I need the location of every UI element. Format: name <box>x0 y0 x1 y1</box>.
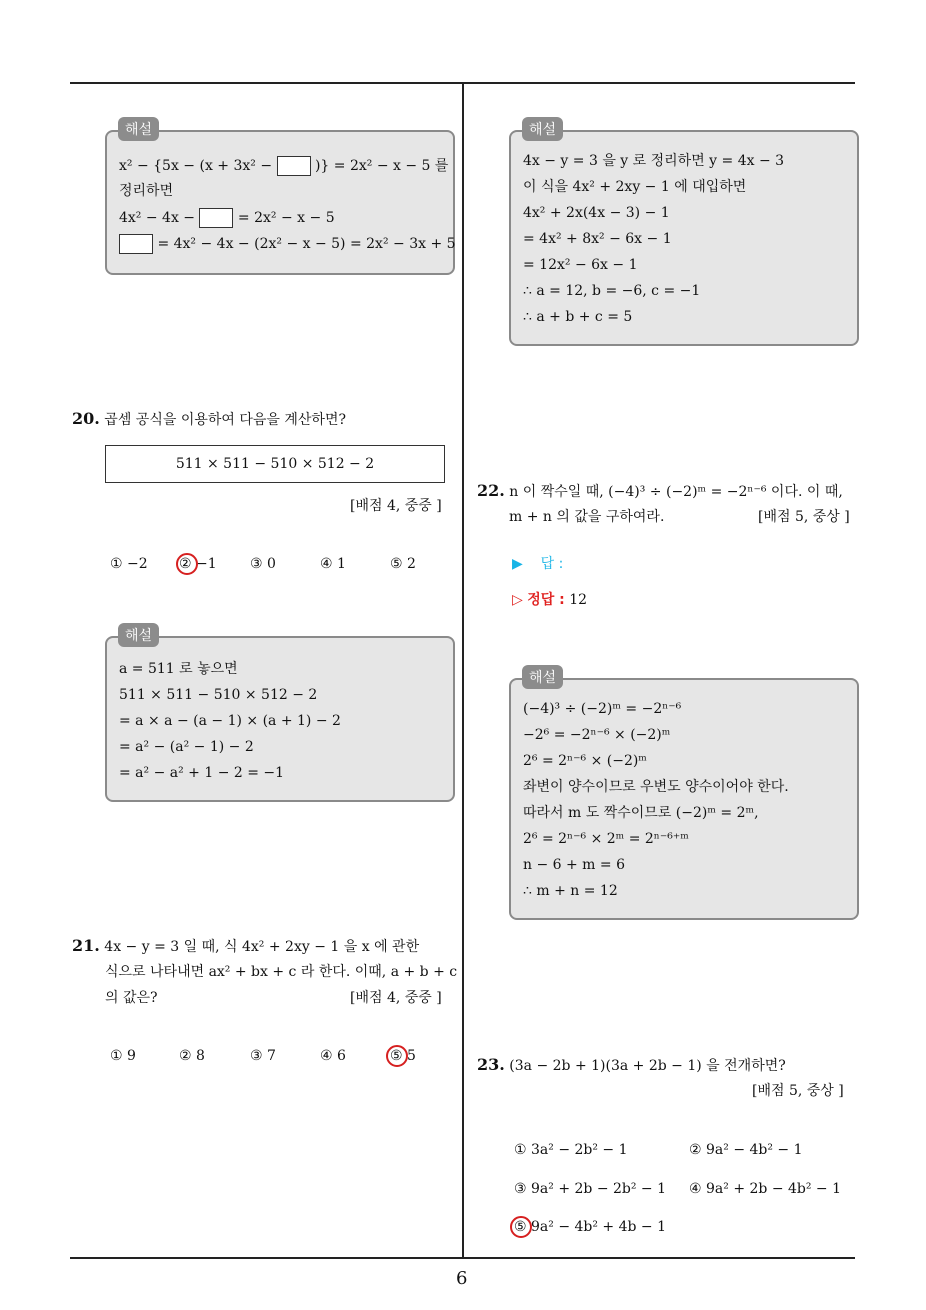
sol19-line-3: 4x² − 4x − = 2x² − x − 5 <box>119 210 335 226</box>
play-icon: ▶ <box>512 556 523 572</box>
q21-answer-mark <box>386 1045 408 1067</box>
q23-choice-2[interactable]: ② 9a² − 4b² − 1 <box>689 1142 803 1158</box>
sol21-line: = 4x² + 8x² − 6x − 1 <box>523 231 672 247</box>
sol21-line: 4x² + 2x(4x − 3) − 1 <box>523 205 670 221</box>
q20-expression-box: 511 × 511 − 510 × 512 − 2 <box>105 445 445 483</box>
q20-number: 20. <box>72 409 100 428</box>
q22-line-1: 22. n 이 짝수일 때, (−4)³ ÷ (−2)ᵐ = −2ⁿ⁻⁶ 이다. 이 때, <box>477 481 843 500</box>
outline-play-icon: ▷ <box>512 592 523 608</box>
sol19-line-1: x² − {5x − (x + 3x² − )} = 2x² − x − 5 를 <box>119 158 449 174</box>
q21-choice-4[interactable]: ④ 6 <box>320 1048 346 1064</box>
q20-choice-5[interactable]: ⑤ 2 <box>390 556 416 572</box>
sol19-line-4: = 4x² − 4x − (2x² − x − 5) = 2x² − 3x + 5 <box>119 234 456 254</box>
blank-box <box>199 208 233 228</box>
q20-stem <box>72 410 346 429</box>
q21-number: 21. <box>72 936 100 955</box>
q20-answer-mark <box>176 553 198 575</box>
q23-answer-mark <box>510 1216 532 1238</box>
sol21-line: ∴ a = 12, b = −6, c = −1 <box>523 283 701 299</box>
solution-20-box <box>105 636 455 802</box>
q22-number: 22. <box>477 481 505 500</box>
q23-choice-3[interactable]: ③ 9a² + 2b − 2b² − 1 <box>514 1181 667 1197</box>
solution-19-tag: 해설 <box>118 117 159 141</box>
sol22-line: n − 6 + m = 6 <box>523 857 625 873</box>
column-divider <box>462 84 464 1258</box>
solution-21-box <box>509 130 859 346</box>
q21-line-2: 식으로 나타내면 ax² + bx + c 라 한다. 이때, a + b + c <box>105 964 458 980</box>
q20-choice-1[interactable]: ① −2 <box>110 556 148 572</box>
solution-22-tag: 해설 <box>522 665 563 689</box>
q20-choice-4[interactable]: ④ 1 <box>320 556 346 572</box>
blank-box <box>119 234 153 254</box>
sol22-line: 2⁶ = 2ⁿ⁻⁶ × 2ᵐ = 2ⁿ⁻⁶⁺ᵐ <box>523 831 689 847</box>
q21-points: [배점 4, 중중 ] <box>350 990 442 1006</box>
correct-value: 12 <box>569 592 588 608</box>
q22-answer-row[interactable] <box>512 555 563 573</box>
sol20-line: = a² − (a² − 1) − 2 <box>119 739 254 755</box>
sol22-line: ∴ m + n = 12 <box>523 883 618 899</box>
q20-text: 곱셈 공식을 이용하여 다음을 계산하면? <box>104 412 346 428</box>
q21-line-3: 의 값은? <box>105 990 158 1006</box>
q21-choice-5[interactable]: ⑤ 5 <box>390 1048 416 1064</box>
sol22-line: 2⁶ = 2ⁿ⁻⁶ × (−2)ᵐ <box>523 753 647 769</box>
sol22-line: (−4)³ ÷ (−2)ᵐ = −2ⁿ⁻⁶ <box>523 701 682 717</box>
solution-19-box <box>105 130 455 275</box>
blank-box <box>277 156 311 176</box>
sol21-line: = 12x² − 6x − 1 <box>523 257 638 273</box>
q23-points: [배점 5, 중상 ] <box>752 1083 844 1099</box>
q23-choice-4[interactable]: ④ 9a² + 2b − 4b² − 1 <box>689 1181 842 1197</box>
q20-choice-2[interactable]: ② −1 <box>179 556 217 572</box>
q21-line-1: 21. 4x − y = 3 일 때, 식 4x² + 2xy − 1 을 x 에 관한 <box>72 936 420 955</box>
q21-choice-2[interactable]: ② 8 <box>179 1048 205 1064</box>
sol20-line: a = 511 로 놓으면 <box>119 661 238 677</box>
q21-choice-1[interactable]: ① 9 <box>110 1048 136 1064</box>
solution-20-tag: 해설 <box>118 623 159 647</box>
q21-choice-3[interactable]: ③ 7 <box>250 1048 276 1064</box>
q20-choice-3[interactable]: ③ 0 <box>250 556 276 572</box>
sol19-line-2: 정리하면 <box>119 183 174 199</box>
page-number: 6 <box>456 1268 468 1289</box>
sol20-line: = a² − a² + 1 − 2 = −1 <box>119 765 285 781</box>
sol21-line: 4x − y = 3 을 y 로 정리하면 y = 4x − 3 <box>523 153 785 169</box>
sol22-line: −2⁶ = −2ⁿ⁻⁶ × (−2)ᵐ <box>523 727 671 743</box>
sol20-line: = a × a − (a − 1) × (a + 1) − 2 <box>119 713 341 729</box>
sol22-line: 좌변이 양수이므로 우변도 양수이어야 한다. <box>523 779 789 795</box>
sol21-line: ∴ a + b + c = 5 <box>523 309 633 325</box>
correct-label: 정답 : <box>527 592 565 608</box>
q20-points: [배점 4, 중중 ] <box>350 498 442 514</box>
sol22-line: 따라서 m 도 짝수이므로 (−2)ᵐ = 2ᵐ, <box>523 805 759 821</box>
q22-correct-row <box>512 591 587 609</box>
solution-21-tag: 해설 <box>522 117 563 141</box>
answer-label: 답 : <box>540 556 564 572</box>
q23-number: 23. <box>477 1055 505 1074</box>
solution-22-box <box>509 678 859 920</box>
q23-stem: 23. (3a − 2b + 1)(3a + 2b − 1) 을 전개하면? <box>477 1055 786 1074</box>
q23-choice-5[interactable]: ⑤ 9a² − 4b² + 4b − 1 <box>514 1219 667 1235</box>
q23-choice-1[interactable]: ① 3a² − 2b² − 1 <box>514 1142 628 1158</box>
sol20-line: 511 × 511 − 510 × 512 − 2 <box>119 687 318 703</box>
q22-line-2: m + n 의 값을 구하여라. <box>509 509 665 525</box>
q22-points: [배점 5, 중상 ] <box>758 509 850 525</box>
bottom-rule <box>70 1257 855 1259</box>
sol21-line: 이 식을 4x² + 2xy − 1 에 대입하면 <box>523 179 747 195</box>
